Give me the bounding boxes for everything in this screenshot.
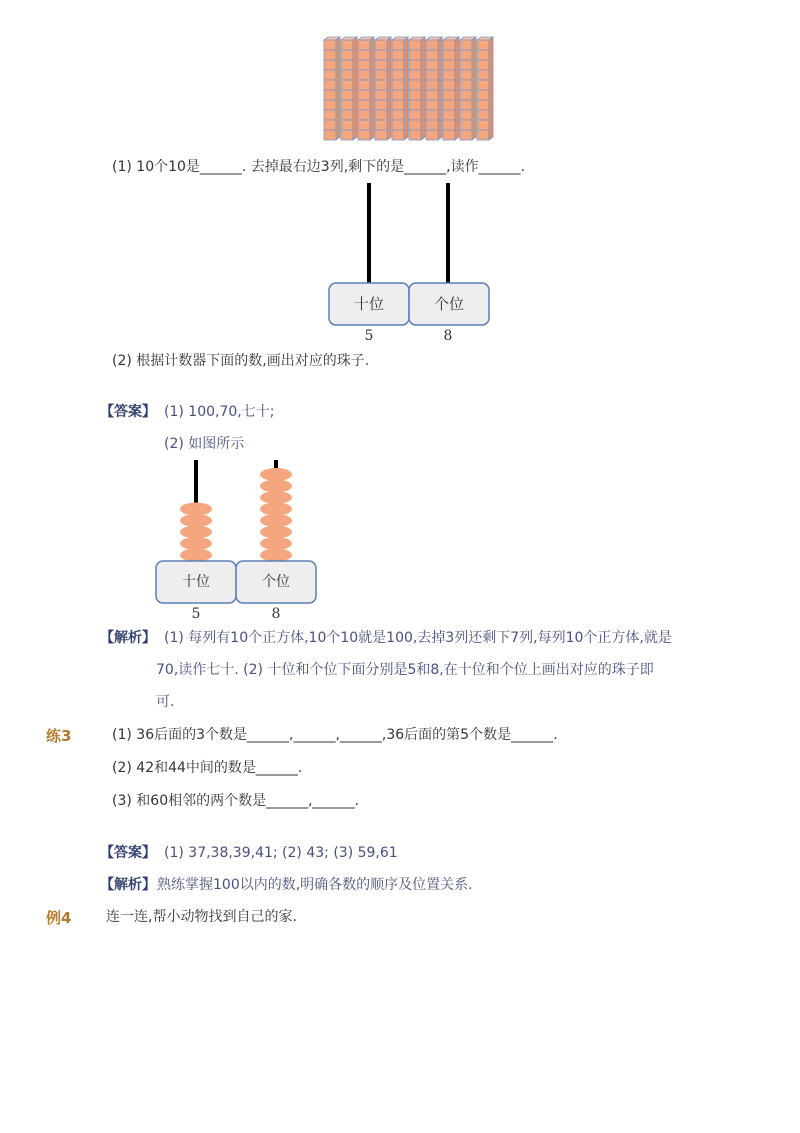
example-4-text: 连一连,帮小动物找到自己的家.	[106, 909, 297, 925]
analysis-line-2: 70,读作七十. (2) 十位和个位下面分别是5和8,在十位和个位上画出对应的珠子即	[156, 662, 654, 678]
practice-3-label: 练3	[46, 727, 72, 745]
tens-label: 十位	[353, 295, 384, 313]
bead	[260, 526, 292, 539]
tens-value: 5	[364, 328, 374, 344]
answer-tag: 【答案】	[100, 404, 156, 420]
tens-label-2: 十位	[182, 574, 210, 590]
analysis-tag: 【解析】	[100, 630, 156, 646]
ones-value-2: 8	[271, 606, 281, 622]
bead	[260, 549, 292, 562]
bead	[180, 537, 212, 550]
bead	[260, 537, 292, 550]
bead	[260, 491, 292, 504]
example-4-label: 例4	[46, 909, 72, 927]
answer-line-1: (1) 100,70,七十;	[164, 404, 275, 420]
tens-value-2: 5	[191, 606, 201, 622]
bead	[260, 514, 292, 527]
practice-3-q2: (2) 42和44中间的数是______.	[112, 760, 303, 776]
bead	[260, 480, 292, 493]
question-1: (1) 10个10是______. 去掉最右边3列,剩下的是______,读作______.	[112, 159, 526, 175]
analysis-line-3: 可.	[156, 694, 175, 710]
answer-line-2: (2) 如图所示	[164, 436, 245, 452]
ones-value: 8	[443, 328, 453, 344]
bead	[180, 514, 212, 527]
ones-label-2: 个位	[262, 574, 290, 590]
answer-tag-2: 【答案】	[100, 845, 156, 861]
analysis-tag-2: 【解析】	[100, 877, 156, 893]
practice-3-q3: (3) 和60相邻的两个数是______,______.	[112, 793, 359, 809]
answer-2-text: (1) 37,38,39,41; (2) 43; (3) 59,61	[164, 845, 398, 861]
bead	[180, 549, 212, 562]
bead	[260, 468, 292, 481]
bead	[180, 503, 212, 516]
analysis-line-1: (1) 每列有10个正方体,10个10就是100,去掉3列还剩下7列,每列10个正方体,就是	[164, 630, 672, 646]
analysis-2-text: 熟练掌握100以内的数,明确各数的顺序及位置关系.	[157, 877, 473, 893]
ones-label: 个位	[433, 295, 464, 313]
practice-3-q1: (1) 36后面的3个数是______,______,______,36后面的第5个数是______.	[112, 727, 558, 743]
question-2: (2) 根据计数器下面的数,画出对应的珠子.	[112, 353, 370, 369]
bead	[260, 503, 292, 516]
bead	[180, 526, 212, 539]
